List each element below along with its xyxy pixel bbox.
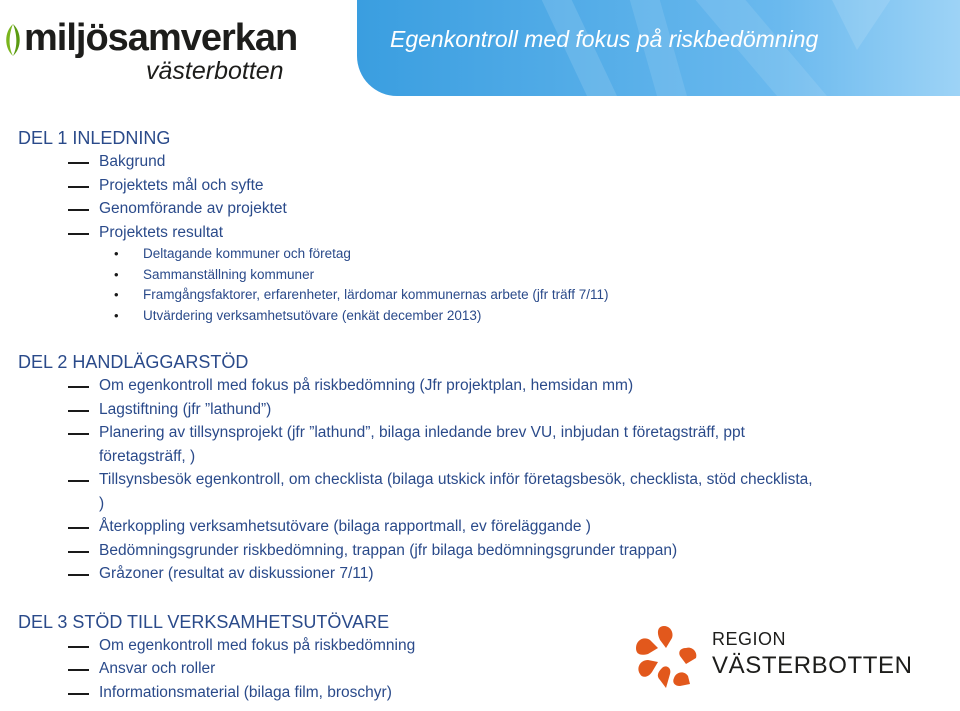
section-heading: DEL 2 HANDLÄGGARSTÖD: [18, 352, 249, 372]
sub-list-item: • Deltagande kommuner och företag: [18, 244, 918, 265]
section-heading: DEL 3 STÖD TILL VERKSAMHETSUTÖVARE: [18, 611, 390, 632]
section-heading: DEL 1 INLEDNING: [18, 128, 171, 148]
page-title: Egenkontroll med fokus på riskbedömning: [390, 26, 819, 52]
list-item: Planering av tillsynsprojekt (jfr ”lathund”, bilaga inledande brev VU, inbjudan t företagsträff, ppt företagsträff, ): [18, 421, 818, 468]
region-vasterbotten-logo: [626, 618, 926, 698]
list-item: Bakgrund: [18, 150, 918, 174]
sub-list-item: • Framgångsfaktorer, erfarenheter, lärdomar kommunernas arbete (jfr träff 7/11): [18, 285, 918, 306]
list-item: Ansvar och roller: [18, 657, 918, 681]
sub-list-item: • Sammanställning kommuner: [18, 265, 918, 286]
miljosamverkan-logo: [0, 16, 300, 86]
title-banner: [357, 0, 960, 96]
list-item: Projektets mål och syfte: [18, 174, 918, 198]
list-item: Genomförande av projektet: [18, 197, 918, 221]
list-item: Lagstiftning (jfr ”lathund”): [18, 398, 818, 422]
region-emblem-icon: [626, 618, 706, 698]
region-logo-text: [712, 630, 913, 678]
list-item: Gråzoner (resultat av diskussioner 7/11): [18, 562, 818, 586]
list-item: Projektets resultat: [18, 221, 918, 245]
region-logo-small: REGION: [712, 629, 787, 649]
list-item: Om egenkontroll med fokus på riskbedömning: [18, 634, 918, 658]
logo-subtitle: västerbotten: [146, 57, 284, 85]
list-item: Återkoppling verksamhetsutövare (bilaga rapportmall, ev föreläggande ): [18, 515, 818, 539]
section-1-subitems: [18, 244, 918, 326]
section-1-items: [18, 150, 918, 244]
sub-list-item: • Utvärdering verksamhetsutövare (enkät december 2013): [18, 306, 918, 327]
list-item: Bedömningsgrunder riskbedömning, trappan (jfr bilaga bedömningsgrunder trappan): [18, 539, 818, 563]
region-logo-big: VÄSTERBOTTEN: [712, 652, 913, 679]
list-item: Informationsmaterial (bilaga film, broschyr): [18, 681, 918, 705]
list-item: Tillsynsbesök egenkontroll, om checklista (bilaga utskick inför företagsbesök, checklista, stöd checklista, ): [18, 468, 818, 515]
list-item: Om egenkontroll med fokus på riskbedömning (Jfr projektplan, hemsidan mm): [18, 374, 818, 398]
section-2-items: [18, 374, 818, 586]
logo-wordmark: miljösamverkan: [24, 17, 298, 59]
leaf-icon: [2, 22, 24, 58]
